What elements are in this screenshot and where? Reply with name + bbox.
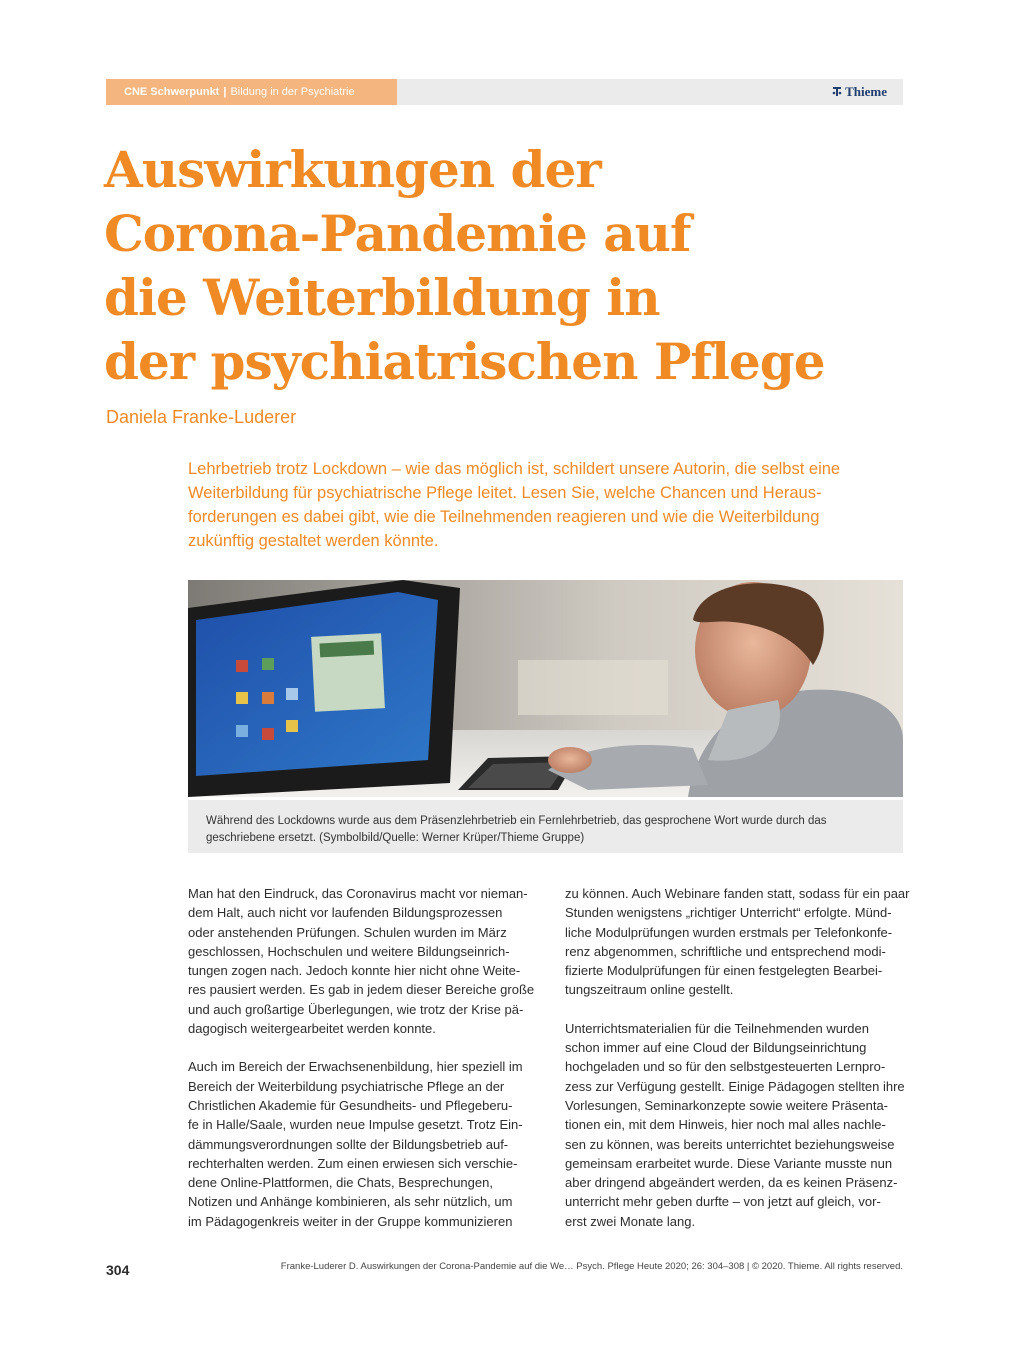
thieme-logo-icon	[832, 86, 842, 97]
body-paragraph	[565, 884, 910, 1000]
lead-line: forderungen es dabei gibt, wie die Teilnehmenden reagieren und wie die Weiterbildung	[188, 508, 820, 526]
body-line: im Pädagogenkreis weiter in der Gruppe kommunizieren	[188, 1213, 513, 1229]
photo-caption	[188, 800, 903, 853]
page-number: 304	[106, 1262, 130, 1278]
body-line: tungszeitraum online gestellt.	[565, 982, 734, 998]
body-line: rechterhalten werden. Zum einen erwiesen sich verschie-	[188, 1155, 518, 1171]
body-line: dämmungsverordnungen sollte der Bildungsbetrieb auf-	[188, 1136, 509, 1152]
body-line: res pausiert werden. Es gab in jedem dieser Bereiche große	[188, 982, 535, 998]
body-paragraph	[188, 884, 535, 1038]
logo-text: Thieme	[845, 84, 887, 99]
body-line: aber dringend abgeändert werden, da es keinen Präsenz-	[565, 1175, 898, 1191]
lead-line: zukünftig gestaltet werden könnte.	[188, 532, 439, 550]
body-line: renz abgenommen, schriftliche und entsprechend modi-	[565, 943, 886, 959]
body-line: gemeinsam erarbeitet wurde. Diese Variante musste nun	[565, 1155, 893, 1171]
body-line: fizierte Modulprüfungen für einen festgelegten Bearbei-	[565, 963, 883, 979]
body-line: Auch im Bereich der Erwachsenenbildung, hier speziell im	[188, 1059, 523, 1075]
body-line: dem Halt, auch nicht vor laufenden Bildungsprozessen	[188, 905, 503, 921]
title-line: der psychiatrischen Pflege	[104, 332, 825, 391]
body-line: Unterrichtsmaterialien für die Teilnehmenden wurden	[565, 1020, 869, 1036]
caption-line: geschriebene ersetzt. (Symbolbild/Quelle: Werner Krüper/Thieme Gruppe)	[206, 831, 585, 844]
title-line: die Weiterbildung in	[104, 268, 660, 327]
body-line: dagogisch weitergearbeitet werden konnte.	[188, 1021, 436, 1037]
body-line: unterricht mehr geben durfte – von jetzt auf gleich, vor-	[565, 1194, 881, 1210]
body-line: hochgeladen und so für den selbstgesteuerten Lernpro-	[565, 1059, 886, 1075]
lead-line: Weiterbildung für psychiatrische Pflege leitet. Lesen Sie, welche Chancen und Heraus-	[188, 484, 822, 502]
body-line: liche Modulprüfungen wurden erstmals per Telefonkonfe-	[565, 924, 893, 940]
title-line: Auswirkungen der	[104, 140, 601, 199]
body-line: tionen ein, mit dem Hinweis, hier noch mal alles nachle-	[565, 1117, 886, 1133]
body-line: und auch großartige Überlegungen, wie trotz der Krise pä-	[188, 1001, 524, 1017]
body-paragraph	[188, 1057, 528, 1231]
publisher-logo	[832, 79, 887, 105]
section-tag	[106, 79, 397, 105]
article-photo	[188, 580, 903, 797]
body-column-left	[188, 884, 535, 1250]
body-line: Stunden wenigstens „richtiger Unterricht“ erfolgte. Münd-	[565, 905, 892, 921]
body-line: tungen zogen nach. Jedoch konnte hier nicht ohne Weite-	[188, 963, 521, 979]
body-line: sen zu können, was bereits unterrichtet beziehungsweise	[565, 1136, 895, 1152]
body-paragraph	[565, 1019, 905, 1231]
article-title	[104, 138, 904, 394]
body-line: fe in Halle/Saale, wurden neue Impulse gesetzt. Trotz Ein-	[188, 1117, 523, 1133]
body-line: geschlossen, Hochschulen und weitere Bildungseinrich-	[188, 943, 510, 959]
topic-label: Bildung in der Psychiatrie	[230, 86, 355, 98]
body-line: oder anstehenden Prüfungen. Schulen wurden im März	[188, 924, 507, 940]
body-column-right	[565, 884, 910, 1250]
body-line: Man hat den Eindruck, das Coronavirus macht vor nieman-	[188, 886, 528, 901]
body-line: Christlichen Akademie für Gesundheits- und Pflegeberu-	[188, 1097, 513, 1113]
body-line: erst zwei Monate lang.	[565, 1213, 696, 1229]
lead-paragraph	[188, 457, 904, 553]
body-line: zu können. Auch Webinare fanden statt, sodass für ein paar	[565, 886, 910, 901]
body-line: dene Online-Plattformen, die Chats, Besprechungen,	[188, 1175, 493, 1191]
section-label: CNE Schwerpunkt	[124, 86, 220, 98]
body-line: Bereich der Weiterbildung psychiatrische Pflege an der	[188, 1078, 505, 1094]
section-separator: |	[223, 86, 227, 98]
body-line: zess zur Verfügung gestellt. Einige Pädagogen stellten ihre	[565, 1078, 905, 1094]
running-header	[106, 79, 903, 105]
article-author: Daniela Franke-Luderer	[106, 407, 297, 427]
lead-line: Lehrbetrieb trotz Lockdown – wie das möglich ist, schildert unsere Autorin, die selbst eine	[188, 460, 841, 478]
citation-footer: Franke-Luderer D. Auswirkungen der Corona-Pandemie auf die We… Psych. Pflege Heute 2020; 26: 304–308 | © 2020. Thieme. All rights reserved.	[280, 1261, 903, 1272]
body-line: Notizen und Anhänge kombinieren, als sehr nützlich, um	[188, 1194, 513, 1210]
title-line: Corona-Pandemie auf	[104, 204, 691, 263]
body-line: Vorlesungen, Seminarkonzepte sowie weitere Präsenta-	[565, 1097, 889, 1113]
body-line: schon immer auf eine Cloud der Bildungseinrichtung	[565, 1040, 867, 1056]
caption-line: Während des Lockdowns wurde aus dem Präsenzlehrbetrieb ein Fernlehrbetrieb, das gesprochene Wort wurde durch das	[206, 815, 827, 827]
